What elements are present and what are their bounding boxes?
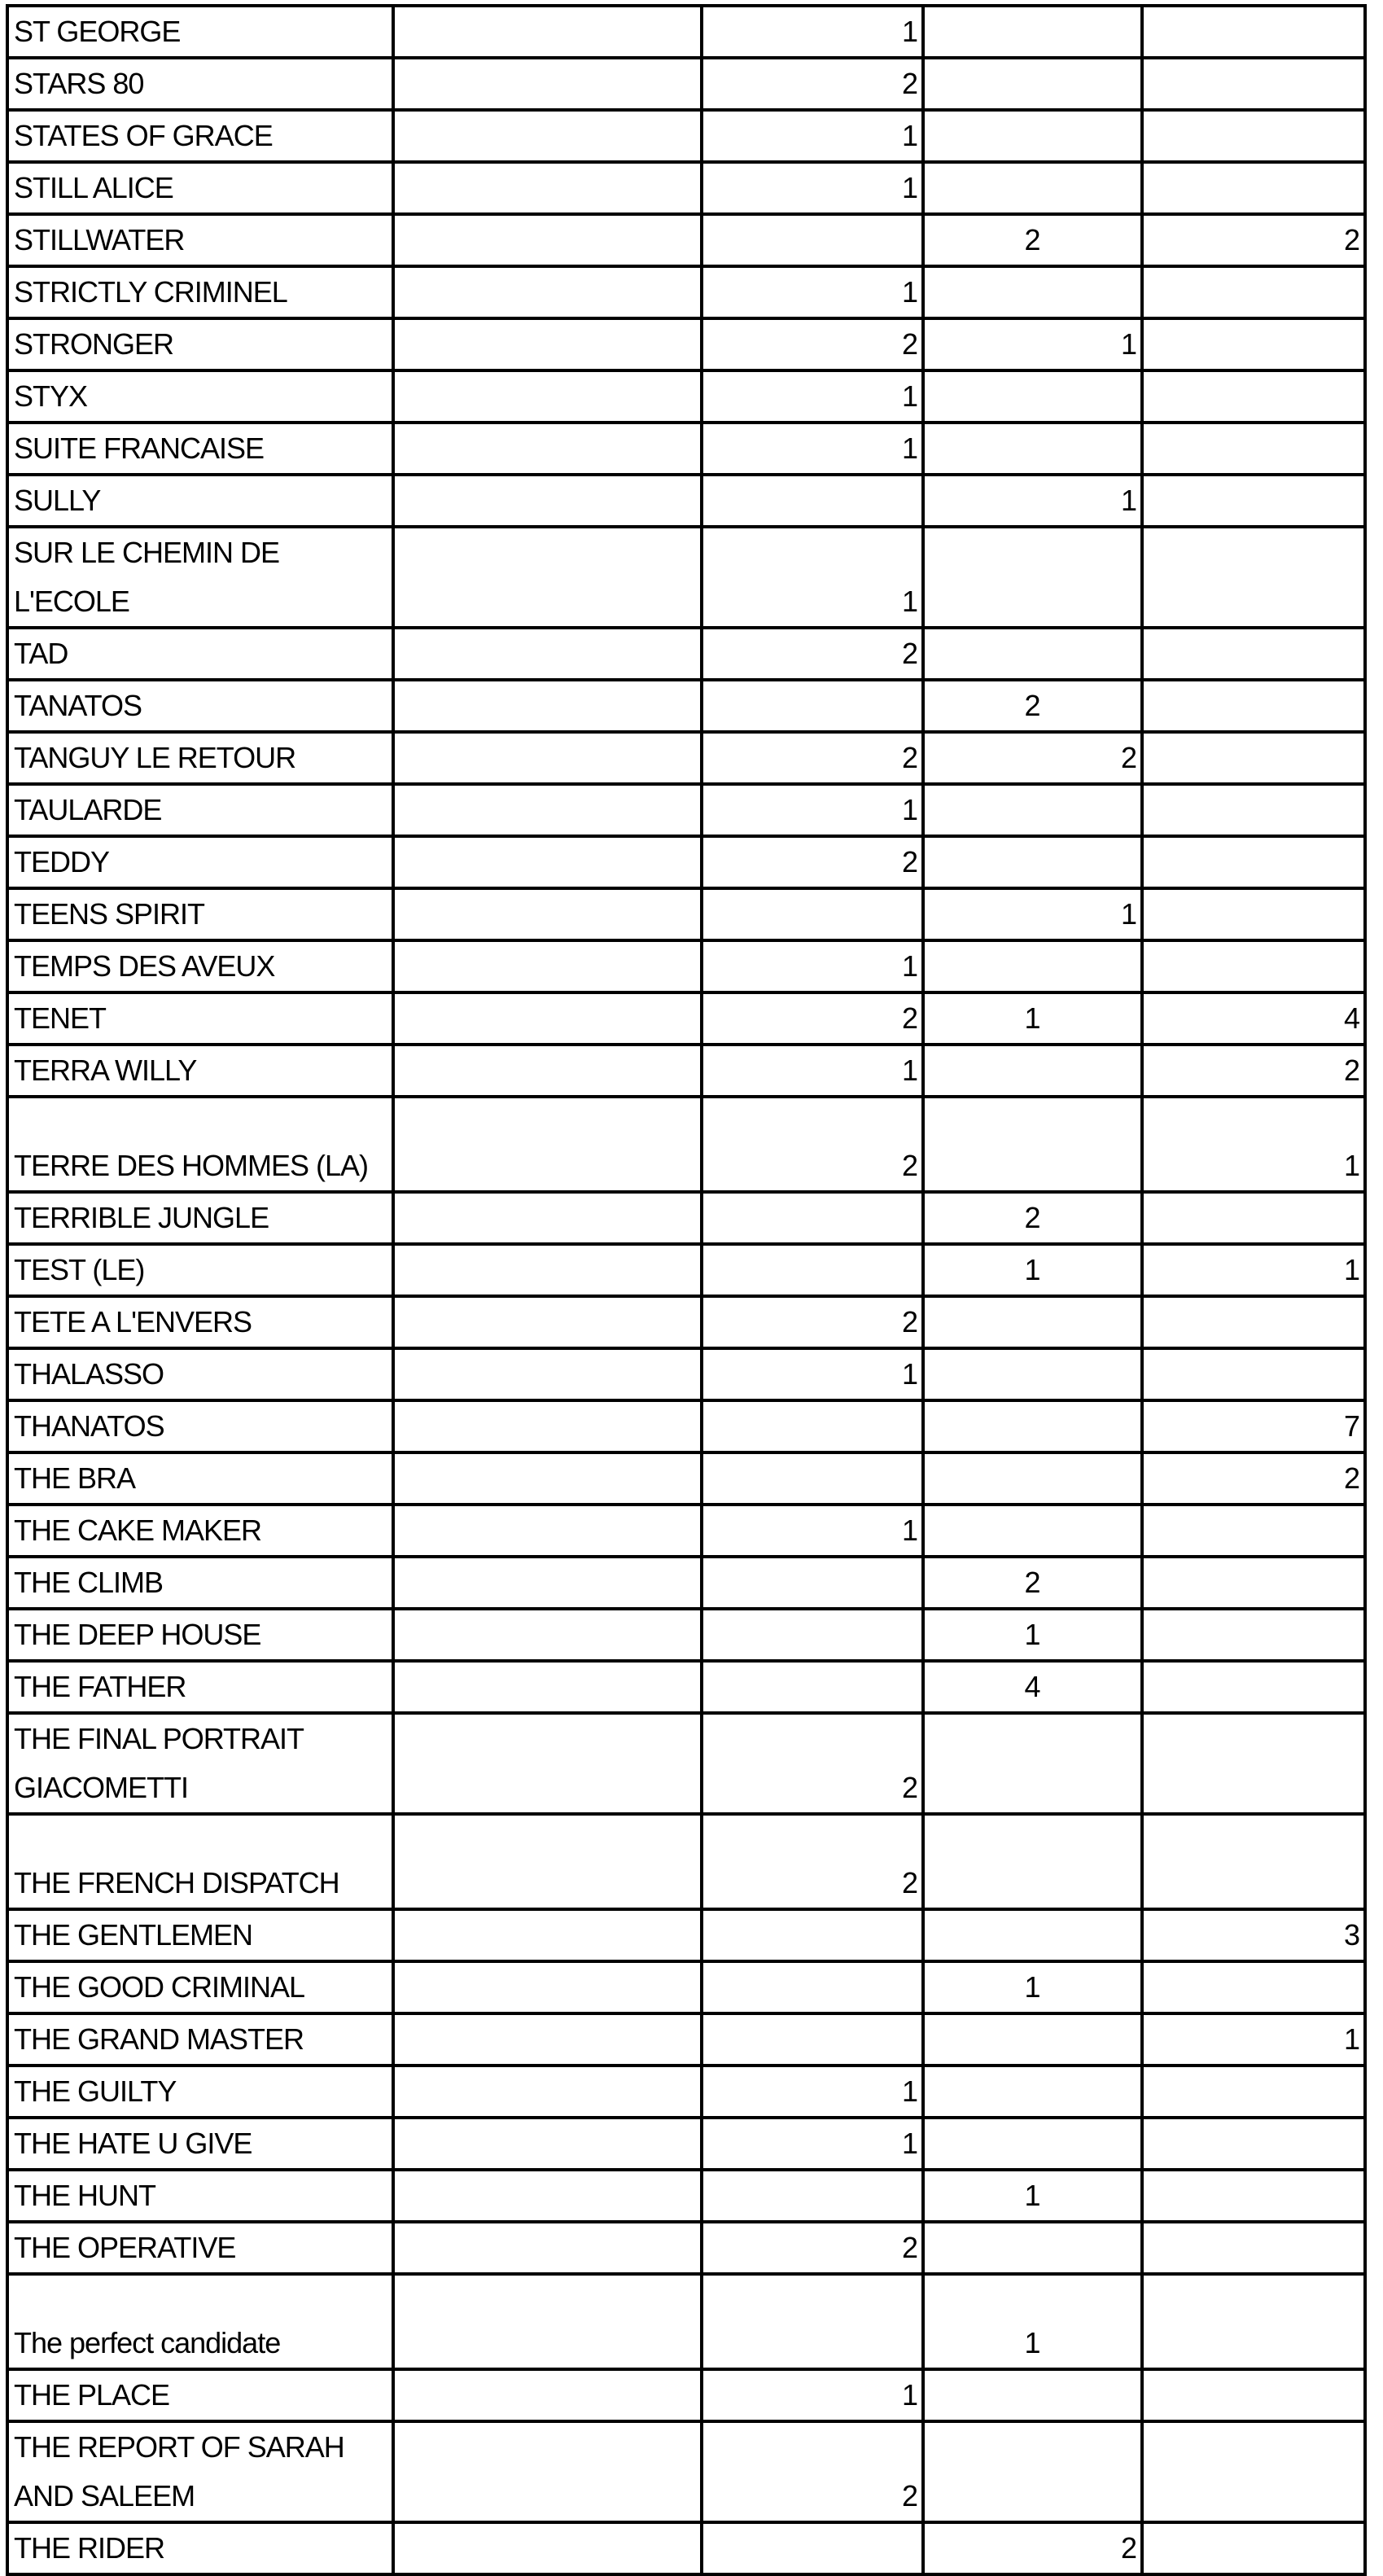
count-cell-b[interactable] [393, 110, 702, 162]
count-cell-b[interactable] [393, 1609, 702, 1661]
count-cell-c[interactable]: 1 [702, 1045, 923, 1097]
count-cell-c[interactable] [702, 2013, 923, 2066]
count-cell-b[interactable] [393, 1961, 702, 2013]
count-cell-b[interactable] [393, 1909, 702, 1961]
count-cell-b[interactable] [393, 214, 702, 266]
count-cell-c[interactable] [702, 1961, 923, 2013]
count-cell-b[interactable] [393, 1097, 702, 1192]
title-cell[interactable]: TEST (LE) [7, 1244, 393, 1296]
count-cell-e[interactable] [1142, 628, 1365, 680]
count-cell-e[interactable] [1142, 1961, 1365, 2013]
count-cell-b[interactable] [393, 732, 702, 784]
count-cell-c[interactable]: 2 [702, 1097, 923, 1192]
count-cell-b[interactable] [393, 1400, 702, 1452]
title-cell[interactable]: THE FINAL PORTRAIT GIACOMETTI [7, 1713, 393, 1814]
table-row [7, 2274, 1365, 2369]
table-row [7, 680, 1365, 732]
count-cell-d[interactable] [923, 940, 1142, 992]
table-row [7, 732, 1365, 784]
table-row [7, 2118, 1365, 2170]
count-cell-e[interactable] [1142, 110, 1365, 162]
count-cell-d[interactable]: 1 [923, 888, 1142, 940]
table-row [7, 2222, 1365, 2274]
count-cell-b[interactable] [393, 836, 702, 888]
table-row [7, 1713, 1365, 1814]
count-cell-c[interactable] [702, 1244, 923, 1296]
table-row [7, 2066, 1365, 2118]
count-cell-c[interactable]: 1 [702, 2118, 923, 2170]
count-cell-c[interactable]: 1 [702, 423, 923, 475]
title-cell[interactable]: THE GENTLEMEN [7, 1909, 393, 1961]
count-cell-c[interactable]: 2 [702, 732, 923, 784]
count-cell-b[interactable] [393, 1244, 702, 1296]
count-cell-c[interactable] [702, 1557, 923, 1609]
table-row [7, 888, 1365, 940]
count-cell-d[interactable]: 1 [923, 1244, 1142, 1296]
count-cell-c[interactable]: 1 [702, 370, 923, 423]
table-row [7, 2522, 1365, 2574]
count-cell-e[interactable]: 7 [1142, 1400, 1365, 1452]
count-cell-e[interactable] [1142, 2066, 1365, 2118]
count-cell-c[interactable] [702, 680, 923, 732]
count-cell-b[interactable] [393, 940, 702, 992]
count-cell-d[interactable] [923, 836, 1142, 888]
count-cell-b[interactable] [393, 1557, 702, 1609]
count-cell-e[interactable]: 1 [1142, 1244, 1365, 1296]
title-cell[interactable]: THE FRENCH DISPATCH [7, 1814, 393, 1909]
table-row [7, 1609, 1365, 1661]
table-row [7, 1244, 1365, 1296]
count-cell-d[interactable] [923, 1909, 1142, 1961]
count-cell-e[interactable] [1142, 58, 1365, 110]
title-cell[interactable]: THE GOOD CRIMINAL [7, 1961, 393, 2013]
table-row [7, 266, 1365, 318]
title-cell[interactable]: THE RIDER [7, 2522, 393, 2574]
count-cell-c[interactable]: 2 [702, 318, 923, 370]
table-row [7, 1348, 1365, 1400]
table-row [7, 6, 1365, 58]
count-cell-d[interactable]: 1 [923, 2274, 1142, 2369]
table-row [7, 1814, 1365, 1909]
count-cell-d[interactable] [923, 110, 1142, 162]
table-row [7, 1505, 1365, 1557]
table-row [7, 58, 1365, 110]
count-cell-c[interactable]: 1 [702, 527, 923, 628]
table-row [7, 2013, 1365, 2066]
count-cell-d[interactable] [923, 628, 1142, 680]
count-cell-e[interactable] [1142, 680, 1365, 732]
count-cell-b[interactable] [393, 2118, 702, 2170]
count-cell-b[interactable] [393, 1661, 702, 1713]
table-row [7, 1045, 1365, 1097]
count-cell-e[interactable] [1142, 1609, 1365, 1661]
title-cell[interactable]: THE HUNT [7, 2170, 393, 2222]
count-cell-e[interactable] [1142, 266, 1365, 318]
table-row [7, 1296, 1365, 1348]
count-cell-e[interactable] [1142, 1505, 1365, 1557]
table-row [7, 318, 1365, 370]
count-cell-e[interactable] [1142, 318, 1365, 370]
title-cell[interactable]: SULLY [7, 475, 393, 527]
count-cell-e[interactable] [1142, 162, 1365, 214]
count-cell-b[interactable] [393, 162, 702, 214]
count-cell-e[interactable] [1142, 2222, 1365, 2274]
title-cell[interactable]: TAULARDE [7, 784, 393, 836]
title-cell[interactable]: STARS 80 [7, 58, 393, 110]
title-cell[interactable]: STRONGER [7, 318, 393, 370]
table-row [7, 836, 1365, 888]
count-cell-c[interactable]: 2 [702, 628, 923, 680]
count-cell-d[interactable]: 1 [923, 475, 1142, 527]
table-row [7, 110, 1365, 162]
count-cell-c[interactable] [702, 1661, 923, 1713]
count-cell-d[interactable] [923, 784, 1142, 836]
count-cell-d[interactable] [923, 1296, 1142, 1348]
count-cell-c[interactable]: 1 [702, 162, 923, 214]
title-cell[interactable]: STILLWATER [7, 214, 393, 266]
count-cell-d[interactable] [923, 1452, 1142, 1505]
count-cell-b[interactable] [393, 318, 702, 370]
count-cell-d[interactable] [923, 1713, 1142, 1814]
count-cell-e[interactable] [1142, 2274, 1365, 2369]
table-row [7, 784, 1365, 836]
count-cell-d[interactable] [923, 2222, 1142, 2274]
title-cell[interactable]: ST GEORGE [7, 6, 393, 58]
count-cell-b[interactable] [393, 6, 702, 58]
count-cell-b[interactable] [393, 58, 702, 110]
title-cell[interactable]: THE DEEP HOUSE [7, 1609, 393, 1661]
count-cell-e[interactable] [1142, 2421, 1365, 2522]
title-cell[interactable]: THE BRA [7, 1452, 393, 1505]
count-cell-e[interactable]: 2 [1142, 1452, 1365, 1505]
count-cell-d[interactable] [923, 6, 1142, 58]
count-cell-e[interactable] [1142, 784, 1365, 836]
count-cell-d[interactable] [923, 2066, 1142, 2118]
count-cell-b[interactable] [393, 2066, 702, 2118]
title-cell[interactable]: TEMPS DES AVEUX [7, 940, 393, 992]
title-cell[interactable]: TEENS SPIRIT [7, 888, 393, 940]
title-cell[interactable]: THE FATHER [7, 1661, 393, 1713]
title-cell[interactable]: THE REPORT OF SARAH AND SALEEM [7, 2421, 393, 2522]
count-cell-e[interactable]: 3 [1142, 1909, 1365, 1961]
count-cell-d[interactable]: 2 [923, 214, 1142, 266]
count-cell-b[interactable] [393, 680, 702, 732]
count-cell-c[interactable] [702, 2274, 923, 2369]
title-cell[interactable]: SUITE FRANCAISE [7, 423, 393, 475]
title-cell[interactable]: THE GUILTY [7, 2066, 393, 2118]
count-cell-b[interactable] [393, 628, 702, 680]
count-cell-b[interactable] [393, 2170, 702, 2222]
count-cell-c[interactable]: 1 [702, 266, 923, 318]
count-cell-b[interactable] [393, 1348, 702, 1400]
count-cell-c[interactable] [702, 1452, 923, 1505]
count-cell-c[interactable]: 1 [702, 2369, 923, 2421]
count-cell-c[interactable]: 2 [702, 58, 923, 110]
count-cell-d[interactable] [923, 2421, 1142, 2522]
count-cell-c[interactable]: 1 [702, 110, 923, 162]
count-cell-d[interactable]: 1 [923, 2170, 1142, 2222]
title-cell[interactable]: TANATOS [7, 680, 393, 732]
count-cell-b[interactable] [393, 2222, 702, 2274]
table-row [7, 1192, 1365, 1244]
count-cell-b[interactable] [393, 266, 702, 318]
table-row [7, 940, 1365, 992]
count-cell-d[interactable] [923, 2369, 1142, 2421]
count-cell-b[interactable] [393, 1713, 702, 1814]
count-cell-d[interactable]: 1 [923, 318, 1142, 370]
table-row [7, 214, 1365, 266]
count-cell-d[interactable] [923, 1045, 1142, 1097]
count-cell-b[interactable] [393, 1505, 702, 1557]
count-cell-b[interactable] [393, 423, 702, 475]
count-cell-e[interactable] [1142, 2118, 1365, 2170]
count-cell-d[interactable] [923, 1814, 1142, 1909]
table-row [7, 1400, 1365, 1452]
count-cell-e[interactable] [1142, 1348, 1365, 1400]
title-cell[interactable]: STATES OF GRACE [7, 110, 393, 162]
count-cell-b[interactable] [393, 527, 702, 628]
title-cell[interactable]: THE CLIMB [7, 1557, 393, 1609]
count-cell-d[interactable]: 2 [923, 680, 1142, 732]
count-cell-e[interactable]: 2 [1142, 1045, 1365, 1097]
count-cell-e[interactable] [1142, 370, 1365, 423]
title-cell[interactable]: STYX [7, 370, 393, 423]
count-cell-e[interactable]: 2 [1142, 214, 1365, 266]
count-cell-e[interactable] [1142, 732, 1365, 784]
count-cell-d[interactable] [923, 162, 1142, 214]
count-cell-e[interactable] [1142, 1713, 1365, 1814]
count-cell-e[interactable] [1142, 1296, 1365, 1348]
count-cell-c[interactable] [702, 1192, 923, 1244]
count-cell-c[interactable]: 2 [702, 2421, 923, 2522]
title-cell[interactable]: TERRA WILLY [7, 1045, 393, 1097]
count-cell-c[interactable]: 1 [702, 784, 923, 836]
count-cell-d[interactable] [923, 1505, 1142, 1557]
count-cell-c[interactable]: 2 [702, 992, 923, 1045]
table-row [7, 628, 1365, 680]
title-cell[interactable]: THE PLACE [7, 2369, 393, 2421]
count-cell-d[interactable]: 2 [923, 1557, 1142, 1609]
count-cell-e[interactable] [1142, 6, 1365, 58]
table-row [7, 1557, 1365, 1609]
title-cell[interactable]: STILL ALICE [7, 162, 393, 214]
count-cell-e[interactable] [1142, 423, 1365, 475]
count-cell-d[interactable] [923, 266, 1142, 318]
count-cell-b[interactable] [393, 2013, 702, 2066]
spreadsheet-table [6, 4, 1367, 2576]
count-cell-d[interactable] [923, 2013, 1142, 2066]
count-cell-c[interactable]: 2 [702, 836, 923, 888]
table-row [7, 1661, 1365, 1713]
count-cell-e[interactable] [1142, 1192, 1365, 1244]
count-cell-e[interactable] [1142, 2170, 1365, 2222]
table-row [7, 1097, 1365, 1192]
table-body [7, 6, 1365, 2574]
count-cell-e[interactable] [1142, 2522, 1365, 2574]
count-cell-c[interactable]: 1 [702, 6, 923, 58]
count-cell-d[interactable] [923, 58, 1142, 110]
count-cell-c[interactable]: 2 [702, 1296, 923, 1348]
title-cell[interactable]: THE HATE U GIVE [7, 2118, 393, 2170]
count-cell-b[interactable] [393, 1296, 702, 1348]
count-cell-d[interactable]: 1 [923, 992, 1142, 1045]
count-cell-d[interactable]: 1 [923, 1609, 1142, 1661]
count-cell-e[interactable] [1142, 1814, 1365, 1909]
count-cell-e[interactable] [1142, 1661, 1365, 1713]
table-row [7, 475, 1365, 527]
title-cell[interactable]: THE GRAND MASTER [7, 2013, 393, 2066]
count-cell-d[interactable] [923, 1348, 1142, 1400]
count-cell-e[interactable] [1142, 940, 1365, 992]
count-cell-b[interactable] [393, 1045, 702, 1097]
title-cell[interactable]: TERRIBLE JUNGLE [7, 1192, 393, 1244]
count-cell-d[interactable]: 4 [923, 1661, 1142, 1713]
table-row [7, 1961, 1365, 2013]
table-row [7, 1909, 1365, 1961]
title-cell[interactable]: SUR LE CHEMIN DE L'ECOLE [7, 527, 393, 628]
count-cell-b[interactable] [393, 2369, 702, 2421]
count-cell-e[interactable] [1142, 1557, 1365, 1609]
table-row [7, 1452, 1365, 1505]
table-row [7, 423, 1365, 475]
table-row [7, 527, 1365, 628]
count-cell-c[interactable] [702, 2522, 923, 2574]
title-cell[interactable]: THE OPERATIVE [7, 2222, 393, 2274]
table-row [7, 2421, 1365, 2522]
count-cell-b[interactable] [393, 475, 702, 527]
count-cell-d[interactable]: 2 [923, 732, 1142, 784]
table-row [7, 2170, 1365, 2222]
table-row [7, 162, 1365, 214]
count-cell-e[interactable]: 1 [1142, 2013, 1365, 2066]
table-row [7, 370, 1365, 423]
count-cell-d[interactable]: 2 [923, 2522, 1142, 2574]
table-row [7, 992, 1365, 1045]
count-cell-e[interactable] [1142, 836, 1365, 888]
count-cell-b[interactable] [393, 888, 702, 940]
title-cell[interactable]: The perfect candidate [7, 2274, 393, 2369]
count-cell-b[interactable] [393, 1814, 702, 1909]
count-cell-e[interactable]: 1 [1142, 1097, 1365, 1192]
count-cell-b[interactable] [393, 784, 702, 836]
count-cell-b[interactable] [393, 2274, 702, 2369]
count-cell-b[interactable] [393, 1452, 702, 1505]
count-cell-e[interactable] [1142, 527, 1365, 628]
count-cell-d[interactable] [923, 370, 1142, 423]
count-cell-d[interactable] [923, 1400, 1142, 1452]
count-cell-e[interactable] [1142, 888, 1365, 940]
count-cell-c[interactable] [702, 475, 923, 527]
title-cell[interactable]: THANATOS [7, 1400, 393, 1452]
count-cell-d[interactable] [923, 527, 1142, 628]
count-cell-e[interactable] [1142, 475, 1365, 527]
count-cell-d[interactable]: 1 [923, 1961, 1142, 2013]
title-cell[interactable]: TETE A L'ENVERS [7, 1296, 393, 1348]
count-cell-d[interactable] [923, 2118, 1142, 2170]
count-cell-c[interactable] [702, 1609, 923, 1661]
count-cell-b[interactable] [393, 2522, 702, 2574]
count-cell-b[interactable] [393, 992, 702, 1045]
title-cell[interactable]: TAD [7, 628, 393, 680]
count-cell-c[interactable] [702, 214, 923, 266]
count-cell-e[interactable] [1142, 2369, 1365, 2421]
count-cell-c[interactable] [702, 2170, 923, 2222]
count-cell-c[interactable]: 1 [702, 940, 923, 992]
title-cell[interactable]: TERRE DES HOMMES (LA) [7, 1097, 393, 1192]
count-cell-c[interactable] [702, 888, 923, 940]
title-cell[interactable]: TENET [7, 992, 393, 1045]
count-cell-d[interactable] [923, 1097, 1142, 1192]
title-cell[interactable]: THALASSO [7, 1348, 393, 1400]
count-cell-c[interactable]: 2 [702, 1713, 923, 1814]
count-cell-c[interactable]: 1 [702, 1348, 923, 1400]
count-cell-b[interactable] [393, 370, 702, 423]
title-cell[interactable]: TEDDY [7, 836, 393, 888]
count-cell-c[interactable]: 2 [702, 1814, 923, 1909]
count-cell-c[interactable]: 1 [702, 2066, 923, 2118]
count-cell-d[interactable]: 2 [923, 1192, 1142, 1244]
count-cell-e[interactable]: 4 [1142, 992, 1365, 1045]
count-cell-b[interactable] [393, 1192, 702, 1244]
count-cell-c[interactable]: 2 [702, 2222, 923, 2274]
count-cell-c[interactable] [702, 1909, 923, 1961]
count-cell-c[interactable] [702, 1400, 923, 1452]
title-cell[interactable]: THE CAKE MAKER [7, 1505, 393, 1557]
count-cell-b[interactable] [393, 2421, 702, 2522]
title-cell[interactable]: STRICTLY CRIMINEL [7, 266, 393, 318]
table-row [7, 2369, 1365, 2421]
title-cell[interactable]: TANGUY LE RETOUR [7, 732, 393, 784]
count-cell-c[interactable]: 1 [702, 1505, 923, 1557]
count-cell-d[interactable] [923, 423, 1142, 475]
